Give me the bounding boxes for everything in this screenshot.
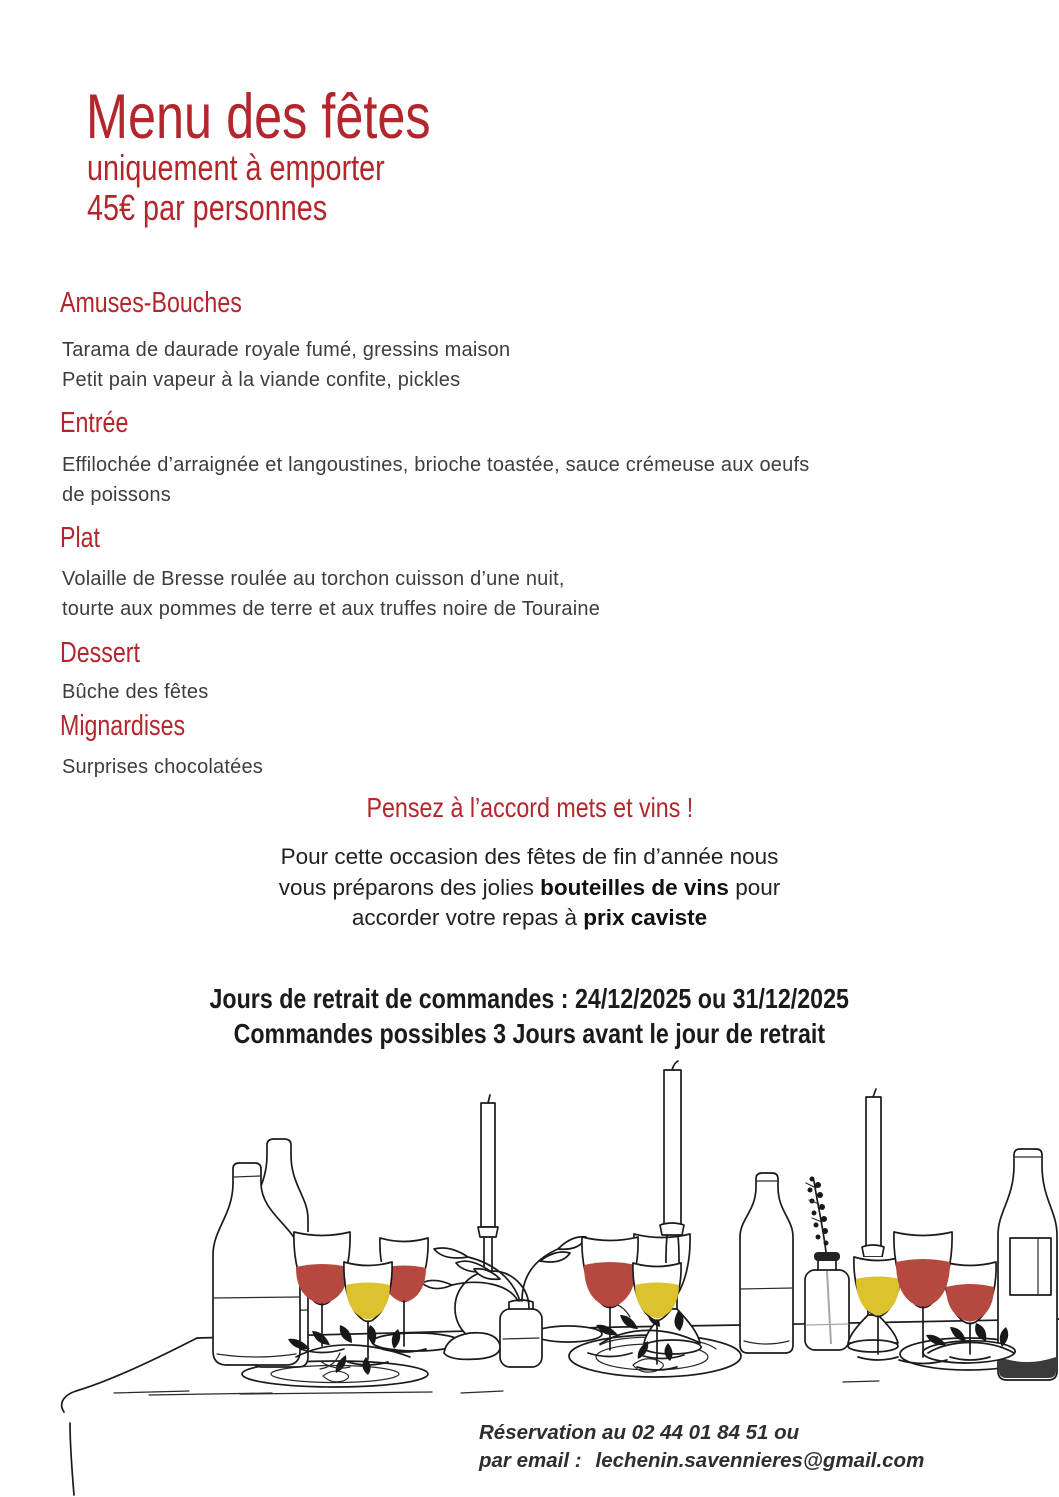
section-heading-amuses-bouches: Amuses-Bouches [60,287,242,319]
menu-item: Volaille de Bresse roulée au torchon cuisson d’une nuit, [62,568,565,590]
pairing-line3-bold: prix caviste [583,905,708,930]
pairing-line2-bold: bouteilles de vins [540,874,729,900]
bread-roll [444,1333,500,1360]
wine-pairing-text [0,842,1059,934]
pairing-line3-pre: accorder votre repas à [351,905,584,930]
olive-garnish [288,1325,410,1375]
menu-item: tourte aux pommes de terre et aux truffes noire de Touraine [62,598,601,620]
olive-garnish [596,1303,700,1361]
pickup-line2: Commandes possibles 3 Jours avant le jour de retrait [233,1018,826,1049]
wine-bottle [740,1173,793,1353]
wine-glass-red [582,1237,638,1357]
wine-glass-red [944,1262,996,1360]
wine-glass-white [854,1257,902,1360]
olive-garnish [923,1323,1015,1363]
pickup-line1: Jours de retrait de commandes : 24/12/2025 ou 31/12/2025 [209,983,850,1014]
napkin [923,1341,1015,1363]
pairing-line1: Pour cette occasion des fêtes de fin d’année nous [280,844,779,869]
wine-glass-empty [634,1234,690,1359]
section-heading-plat: Plat [60,522,100,554]
section-heading-entree: Entrée [60,407,129,439]
candle [643,1061,701,1354]
wine-glass-red [380,1238,428,1352]
pickup-info [0,981,1059,1051]
section-items-dessert [62,677,979,707]
section-items-plat [62,564,979,624]
plate [242,1361,428,1387]
reservation-email: lechenin.savennieres@gmail.com [595,1448,925,1472]
wine-glass-red [894,1232,952,1364]
wine-glass-white [344,1262,392,1365]
section-heading-dessert: Dessert [60,637,140,669]
section-items-entree [62,450,979,510]
pairing-line2-post: pour [728,874,781,900]
wine-bottle [252,1139,308,1367]
plate [534,1326,602,1342]
page-title: Menu des fêtes [86,82,431,152]
menu-item: Surprises chocolatées [62,756,263,778]
reservation-info [479,1419,924,1474]
lavender-sprig [808,1177,829,1246]
vase-jar [422,1237,586,1367]
menu-item: Effilochée d’arraignée et langoustines, brioche toastée, sauce crémeuse aux oeufs [62,454,810,476]
menu-item: Tarama de daurade royale fumé, gressins maison [62,339,511,361]
reservation-email-label: par email : [479,1448,582,1472]
menu-item: Petit pain vapeur à la viande confite, pickles [62,369,461,391]
vase-sphere [455,1271,529,1345]
wine-pairing-headline: Pensez à l’accord mets et vins ! [366,792,693,823]
candle [848,1089,898,1352]
section-heading-mignardises: Mignardises [60,710,186,742]
wine-bottle [998,1149,1057,1380]
wine-glass-white [633,1263,681,1370]
page-subtitle-price: 45€ par personnes [87,187,328,228]
candle [478,1095,498,1293]
menu-item: de poissons [62,484,171,506]
bottle-label [1010,1238,1051,1295]
section-items-mignardises [62,752,979,782]
menu-item: Bûche des fêtes [62,681,209,703]
plate [569,1335,741,1377]
flower-vase [805,1177,849,1351]
section-items-amuses-bouches [62,335,979,395]
plate [372,1333,460,1351]
wine-glass-red [294,1232,350,1353]
page-subtitle-takeaway: uniquement à emporter [87,147,385,188]
plate [900,1338,1036,1370]
wine-bottle [213,1163,300,1365]
reservation-phone: Réservation au 02 44 01 84 51 ou [479,1421,800,1444]
pairing-line2-pre: vous préparons des jolies [278,874,541,900]
